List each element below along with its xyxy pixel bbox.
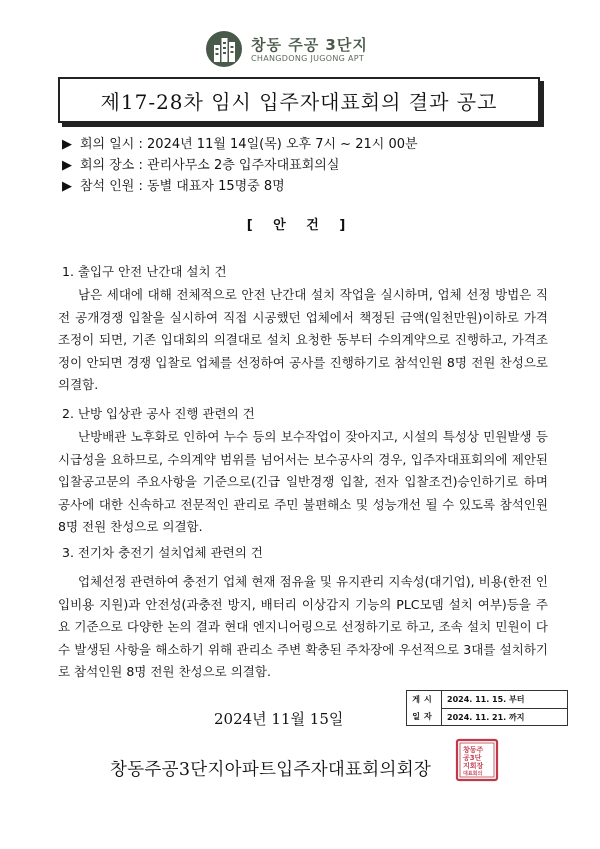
agenda-item-title: 1. 출입구 안전 난간대 설치 건 xyxy=(62,264,227,279)
signer-name: 창동주공3단지아파트입주자대표회의회장 xyxy=(110,760,432,780)
info-row-date: ▶ 회의 일시 : 2024년 11월 14일(목) 오후 7시 ~ 21시 00분 xyxy=(62,137,418,152)
meeting-info xyxy=(62,133,418,196)
info-label: 참석 인원 xyxy=(80,179,135,194)
agenda-item-3 xyxy=(58,543,548,684)
agenda-item-title: 3. 전기차 충전기 설치업체 관련의 건 xyxy=(62,545,263,560)
official-seal-icon xyxy=(455,738,499,782)
svg-text:대표회의: 대표회의 xyxy=(463,771,483,777)
info-row-attendance: ▶ 참석 인원 : 동별 대표자 15명중 8명 xyxy=(62,179,285,194)
logo-subtitle: CHANGDONG JUGONG APT xyxy=(251,54,365,63)
agenda-item-title: 2. 난방 입상관 공사 진행 관련의 건 xyxy=(62,406,255,421)
svg-text:공3단: 공3단 xyxy=(463,754,482,762)
posting-label: 게시 일자 xyxy=(407,691,442,725)
agenda-heading: [ 안 건 ] xyxy=(246,218,354,233)
page-title: 제17-28차 임시 입주자대표회의 결과 공고 xyxy=(100,90,498,114)
info-value: 2024년 11월 14일(목) 오후 7시 ~ 21시 00분 xyxy=(147,137,418,152)
posting-from: 2024. 11. 15. 부터 xyxy=(447,695,525,704)
posting-to: 2024. 11. 21. 까지 xyxy=(447,713,525,722)
triangle-bullet-icon: ▶ xyxy=(62,137,72,152)
info-value: 동별 대표자 15명중 8명 xyxy=(147,179,285,194)
svg-text:지회장: 지회장 xyxy=(463,762,484,770)
title-box xyxy=(58,77,540,123)
agenda-item-2 xyxy=(58,404,548,539)
posting-period-box xyxy=(406,690,568,726)
logo-name: 창동 주공 3단지 xyxy=(251,36,368,54)
triangle-bullet-icon: ▶ xyxy=(62,158,72,173)
agenda-item-1 xyxy=(58,262,548,397)
info-label: 회의 일시 xyxy=(80,137,135,152)
triangle-bullet-icon: ▶ xyxy=(62,179,72,194)
info-value: 관리사무소 2층 입주자대표회의실 xyxy=(147,158,340,173)
info-label: 회의 장소 xyxy=(80,158,135,173)
apartment-logo xyxy=(205,30,405,68)
agenda-item-body: 남은 세대에 대해 전체적으로 안전 난간대 설치 작업을 실시하며, 업체 선정 방법은 직전 공개경쟁 입찰을 실시하여 직접 시공했던 업체에서 책정된 금액(일천만원)이하로 가격조정이 되면, 기존 입대회의 의결대로 설치 요청한 동부터 수의계약으로 진행하고, 가격조정이 안되면 경쟁 입찰로 업체를 선정하여 공사를 진행하기로 참석인원 8명 전원 찬성으로 의결함. xyxy=(58,287,548,393)
building-logo-icon xyxy=(205,30,243,68)
agenda-item-body: 난방배관 노후화로 인하여 누수 등의 보수작업이 잦아지고, 시설의 특성상 민원발생 등 시급성을 요하므로, 수의계약 범위를 넘어서는 보수공사의 경우, 입주자대표회의에 제안된 입찰공고문의 주요사항을 기준으로(긴급 일반경쟁 입찰, 전자 입찰조건)승인하기로 하며 공사에 대한 신속하고 전문적인 관리로 주민 불편해소 및 성능개선 될 수 있도록 참석인원 8명 전원 찬성으로 의결함. xyxy=(58,429,548,535)
agenda-item-body: 업체선정 관련하여 충전기 업체 현재 점유율 및 유지관리 지속성(대기업), 비용(한전 인입비용 지원)과 안전성(과충전 방지, 배터리 이상감지 기능의 PLC모뎀 설치 여부)등을 주요 기준으로 다양한 논의 결과 현대 엔지니어링으로 선정하기로 하고, 조속 설치 민원이 다수 발생된 사항을 해소하기 위해 관리소 주변 확충된 주차장에 우선적으로 3대를 설치하기로 참석인원 8명 전원 찬성으로 의결함. xyxy=(58,574,548,680)
svg-text:창동주: 창동주 xyxy=(463,746,484,754)
document-date: 2024년 11월 15일 xyxy=(214,710,344,728)
info-row-place: ▶ 회의 장소 : 관리사무소 2층 입주자대표회의실 xyxy=(62,158,340,173)
